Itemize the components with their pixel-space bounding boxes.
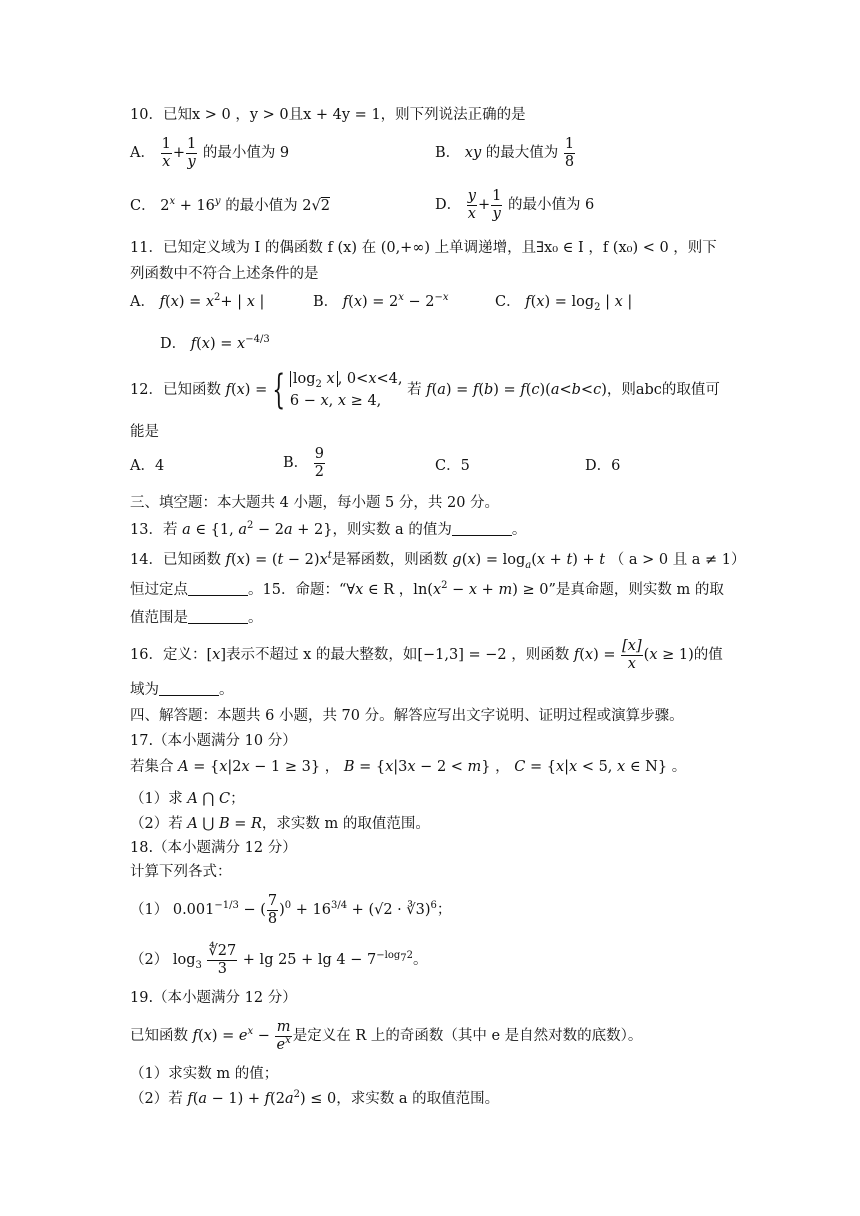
q17-sets: 若集合 A = {x|2x − 1 ≥ 3} ， B = {x|3x − 2 < m} ， C = {x|x < 5, x ∈ N} 。	[130, 759, 687, 775]
q11-line2: 列函数中不符合上述条件的是	[130, 266, 319, 282]
q11-option-c: C． $f(x) = \log_2$ | x |	[495, 294, 633, 313]
q18-part1: （1） $0.001^{-1/3}$ − ( $\frac{7}{8}$ )$^0 + 16^{3/4} + (√2$ · ∛3)$^6$；	[130, 893, 452, 927]
q10-option-d: D． $\frac{y}{x}$ + $\frac{1}{y}$ 的最小值为 6	[435, 188, 595, 222]
q19-stem: 已知函数 $f(x) = e^x$ − $\frac{m}{e^x}$ 是定义在 R 上的奇函数（其中 e 是自然对数的底数）。	[130, 1019, 643, 1053]
q19-part1: （1）求实数 m 的值；	[130, 1066, 279, 1082]
q16-line2: 域为 。	[130, 682, 234, 698]
q18-part2: （2） $\log_3$ $\frac{∜27}{3}$ + $\lg 25 + \lg 4 - 7^{-log_72}$。	[130, 943, 428, 977]
q18-intro: 计算下列各式：	[130, 864, 232, 880]
q14-q15-line2: 恒过定点 。15．命题：“∀x ∈ R ，$\ln(x^2 - x + m) \ge 0$”是真命题，则实数 m 的取	[130, 580, 724, 598]
q17-part2: （2）若 A ⋃ B = R，求实数 m 的取值范围。	[130, 816, 430, 832]
q12-option-d: D．6	[585, 458, 621, 474]
q19-part2: （2）若 $f(a - 1) + f(2a^2) \le 0$，求实数 a 的取值范围。	[130, 1089, 500, 1107]
q12-line2: 能是	[130, 424, 159, 440]
q10-option-c: C． $2^x + 16^y$ 的最小值为 2√2	[130, 196, 330, 214]
q14-answer-blank[interactable]	[188, 581, 248, 596]
q11-line1: 11．已知定义域为 I 的偶函数 f (x) 在 (0,+∞) 上单调递增，且∃x₀ ∈ I ，f (x₀) < 0 ，则下	[130, 240, 717, 256]
q17-title: 17.（本小题满分 10 分）	[130, 733, 297, 749]
q19-title: 19.（本小题满分 12 分）	[130, 990, 297, 1006]
q16-answer-blank[interactable]	[159, 681, 219, 696]
q11-option-d: D． $f(x) = x^{-4/3}$	[160, 334, 270, 352]
q16-line1: 16．定义：[x]表示不超过 x 的最大整数，如[−1,3] = −2 ，则函数 f(x) = $\frac{[x]}{x}$ (x ≥ 1)的值	[130, 638, 723, 672]
q12-option-a: A．4	[130, 458, 165, 474]
q11-option-a: A． $f(x) = x^2+$ | x |	[130, 292, 265, 310]
q13: 13．若 a ∈ {1, $a^2 - 2a + 2$}，则实数 a 的值为 。	[130, 520, 527, 538]
q13-answer-blank[interactable]	[452, 521, 512, 536]
q11-option-b: B． $f(x) = 2^x - 2^{-x}$	[313, 292, 449, 310]
q15-line3: 值范围是 。	[130, 610, 263, 626]
section-3-heading: 三、填空题：本大题共 4 小题，每小题 5 分，共 20 分。	[130, 495, 500, 511]
q10-stem: 10．已知x > 0 ，y > 0且x + 4y = 1，则下列说法正确的是	[130, 107, 526, 123]
q10-option-a: A． $\frac{1}{x}$ + $\frac{1}{y}$ 的最小值为 9	[130, 136, 290, 170]
q12-option-b: B． $\frac{9}{2}$	[283, 446, 324, 480]
section-4-heading: 四、解答题：本题共 6 小题，共 70 分。解答应写出文字说明、证明过程或演算步骤。	[130, 708, 684, 724]
q18-title: 18.（本小题满分 12 分）	[130, 840, 297, 856]
q12-option-c: C．5	[435, 458, 470, 474]
q14-line1: 14．已知函数 $f(x) = (t - 2)x^t$是幂函数，则函数 $g(x) = \log_a(x + t) + t$ （ a > 0 且 a ≠ 1）	[130, 550, 746, 571]
q17-part1: （1）求 A ⋂ C；	[130, 791, 245, 807]
q15-answer-blank[interactable]	[188, 609, 248, 624]
q10-option-b: B． xy 的最大值为 $\frac{1}{8}$	[435, 136, 575, 170]
q12-stem: 12．已知函数 f(x) = { $\log_2 x$ , 0<x<4, 6 − x, x ≥ 4, 若 f(a) = f(b) = f(c)(a<b<c)，则abc的取值可	[130, 367, 720, 413]
